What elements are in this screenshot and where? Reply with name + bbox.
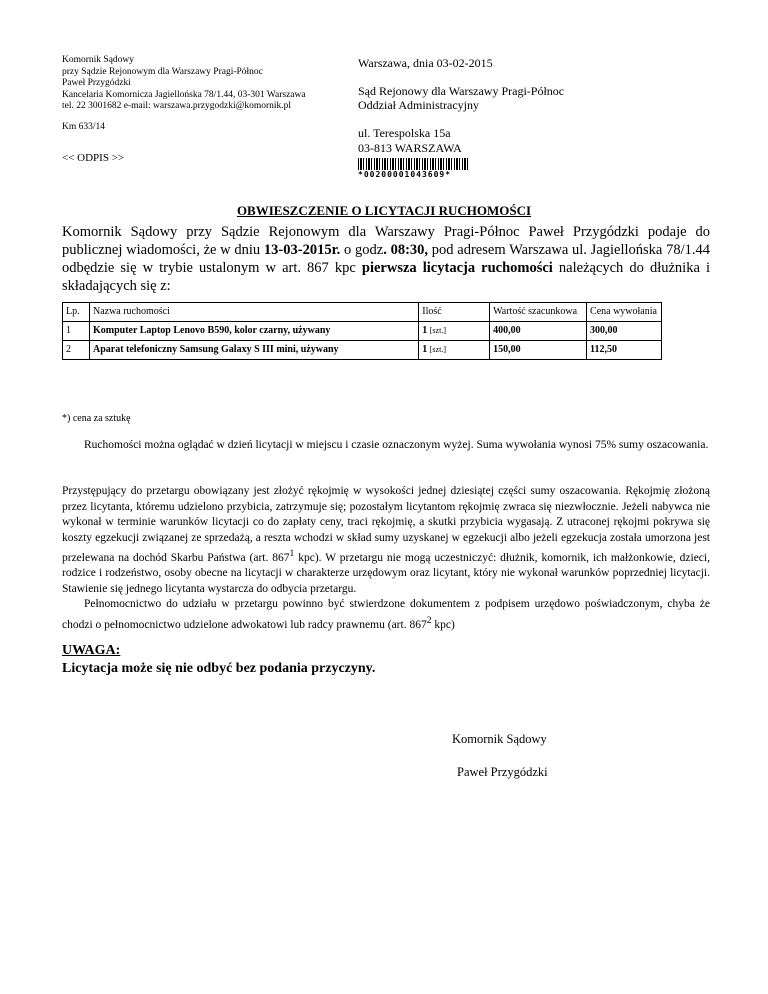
office-line: Komornik Sądowy	[62, 55, 135, 65]
recipient-line: Sąd Rejonowy dla Warszawy Pragi-Północ	[358, 84, 565, 98]
row-qty: 1 [szt.]	[419, 341, 490, 360]
row-lp: 2	[63, 341, 90, 360]
copy-label: << ODPIS >>	[62, 152, 125, 164]
column-header: Nazwa ruchomości	[89, 303, 418, 322]
footnote-sup: 2	[426, 614, 432, 626]
intro-paragraph	[62, 223, 710, 295]
office-line: tel. 22 3001682 e-mail: warszawa.przygodzki@komornik.pl	[62, 101, 292, 111]
intro-text: pod adresem Warszawa ul. Jagiellońska 78/1.44 odbędzie się w trybie ustalonym w art. 867 kpc	[62, 242, 710, 276]
warning-text: Licytacja może się nie odbyć bez podania przyczyny.	[62, 661, 376, 676]
column-header: Ilość	[419, 303, 490, 322]
document-title: OBWIESZCZENIE O LICYTACJI RUCHOMOŚCI	[236, 203, 532, 218]
document-date: Warszawa, dnia 03-02-2015	[358, 56, 493, 70]
warning-label: UWAGA:	[62, 643, 121, 658]
deposit-paragraph: Przystępujący do przetargu obowiązany jest złożyć rękojmię w wysokości jednej dziesiątej części sumy oszacowania. Rękojmię złożoną przez licytanta, któremu udzielono przybicia, zatrzymuje się; pozostałym licytantom rękojmię zwraca się niezwłocznie. Jeżeli nabywca nie wykonał w terminie warunków licytacji co do zapłaty ceny, traci rękojmię, a skutki przybicia wygasają. Z utraconej rękojmi pokrywa się koszty egzekucji związanej ze sprzedażą, a reszta wchodzi w skład sumy uzyskanej w egzekucji albo jeżeli egzekucja została umorzona jest przelewana na dochód Skarbu Państwa (art. $867^1$ kpc). W przetargu nie mogą uczestniczyć: dłużnik, komornik, ich małżonkowie, dzieci, rodzice i rodzeństwo, osoby obecne na licytacji w charakterze urzędowym oraz licytant, który nie wykonał warunków poprzedniej licytacji. Stawienie się jednego licytanta wystarcza do odbycia przetargu.	[62, 485, 710, 595]
row-lp: 1	[63, 322, 90, 341]
intro-text: należących do dłużnika i składających się z:	[62, 260, 710, 294]
office-line: Kancelaria Komornicza Jagiellońska 78/1.44, 03-301 Warszawa	[62, 89, 306, 100]
intro-text: o godz	[340, 242, 384, 258]
row-price: 300,00	[587, 322, 662, 341]
deposit-paragraphs	[62, 484, 710, 633]
column-header: Cena wywołania	[587, 303, 662, 322]
table-row	[63, 322, 662, 341]
bailiff-office-header	[62, 55, 306, 113]
barcode-text: *00200001043609*	[358, 170, 452, 179]
auction-date: 13-03-2015r.	[263, 242, 341, 258]
address-line: 03-813 WARSZAWA	[358, 141, 462, 155]
row-name: Aparat telefoniczny Samsung Galaxy S III mini, używany	[89, 341, 418, 360]
column-header: Wartość szacunkowa	[490, 303, 587, 322]
footnote-sup: 1	[289, 548, 295, 559]
auction-type: pierwsza licytacja ruchomości	[361, 260, 553, 276]
row-value: 400,00	[490, 322, 587, 341]
proxy-paragraph: Pełnomocnictwo do udziału w przetargu powinno być stwierdzone dokumentem z podpisem urzędowo poświadczonym, chyba że chodzi o pełnomocnictwo udzielone adwokatowi lub radcy prawnemu (art. $867^2$ kpc)	[62, 598, 710, 631]
column-header: Lp.	[63, 303, 90, 322]
case-number: Km 633/14	[62, 122, 106, 132]
auction-time: . 08:30,	[383, 242, 429, 258]
price-note: *) cena za sztukę	[62, 413, 131, 424]
barcode	[358, 158, 470, 170]
table-row	[63, 341, 662, 360]
row-name: Komputer Laptop Lenovo B590, kolor czarny, używany	[89, 322, 418, 341]
intro-text: Komornik Sądowy przy Sądzie Rejonowym dla Warszawy Pragi-Północ Paweł Przygódzki podaje do publicznej wiadomości, że w dniu	[62, 224, 710, 258]
viewing-paragraph: Ruchomości można oglądać w dzień licytacji w miejscu i czasie oznaczonym wyżej. Suma wywołania wynosi 75% sumy oszacowania.	[84, 439, 709, 451]
row-qty: 1 [szt.]	[419, 322, 490, 341]
items-table	[62, 302, 662, 360]
signature-name: Paweł Przygódzki	[457, 765, 548, 779]
office-line: Paweł Przygódzki	[62, 78, 131, 88]
office-line: przy Sądzie Rejonowym dla Warszawy Pragi-Północ	[62, 66, 263, 77]
signature-role: Komornik Sądowy	[452, 732, 547, 746]
recipient-block	[358, 84, 564, 112]
recipient-line: Oddział Administracyjny	[358, 98, 479, 112]
row-value: 150,00	[490, 341, 587, 360]
recipient-address	[358, 126, 462, 156]
address-line: ul. Terespolska 15a	[358, 126, 451, 140]
table-header-row	[63, 303, 662, 322]
row-price: 112,50	[587, 341, 662, 360]
